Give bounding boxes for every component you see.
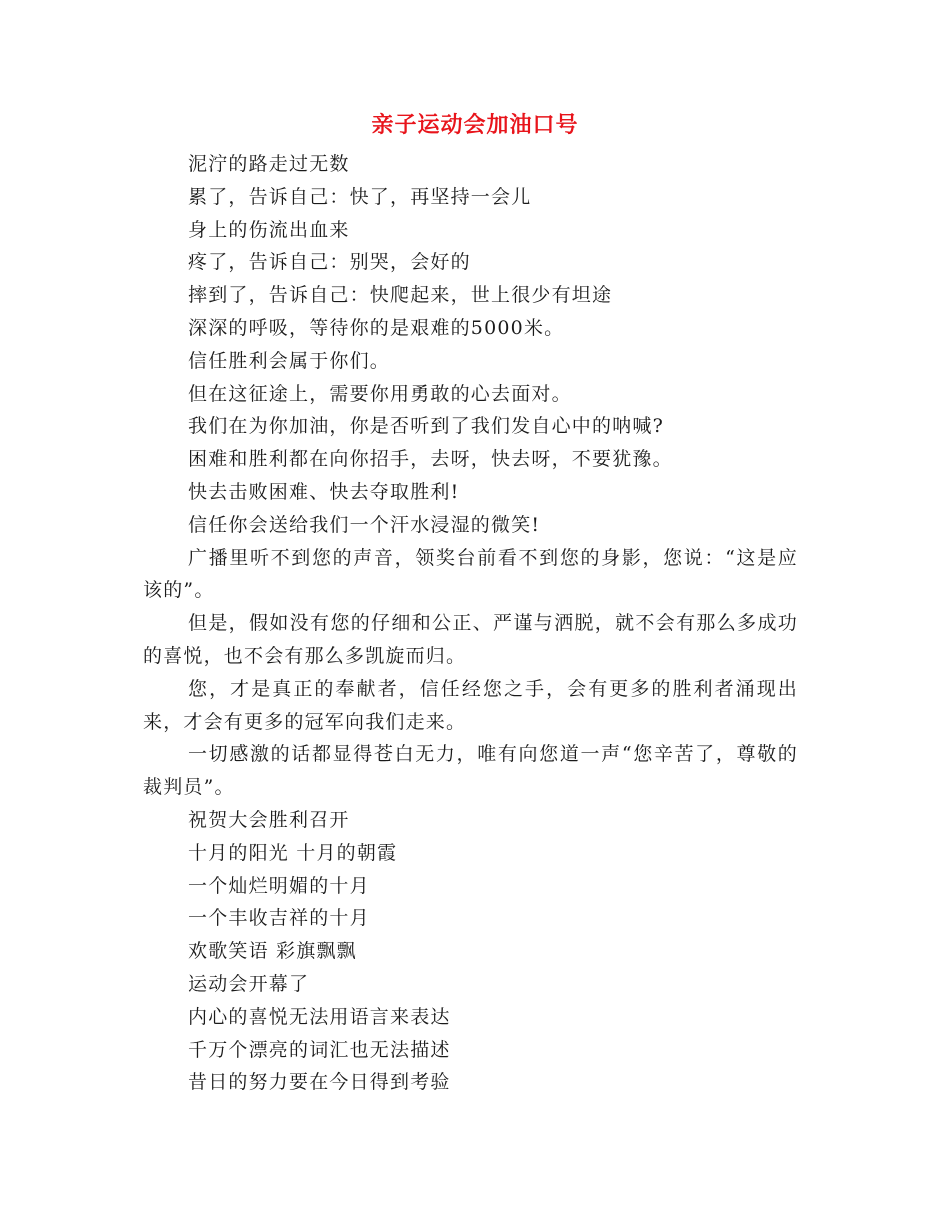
paragraph: 一切感激的话都显得苍白无力，唯有向您道一声“您辛苦了，尊敬的裁判员”。 xyxy=(143,743,798,799)
paragraph: 内心的喜悦无法用语言来表达 xyxy=(188,1005,451,1028)
paragraph: 欢歌笑语 彩旗飘飘 xyxy=(188,940,357,963)
paragraph: 广播里听不到您的声音，领奖台前看不到您的身影，您说：“这是应该的”。 xyxy=(143,546,798,602)
paragraph: 身上的伤流出血来 xyxy=(188,218,350,241)
paragraph: 信任你会送给我们一个汗水浸湿的微笑! xyxy=(188,513,541,536)
paragraph: 十月的阳光 十月的朝霞 xyxy=(188,841,398,864)
paragraph: 运动会开幕了 xyxy=(188,972,310,995)
paragraph: 但在这征途上，需要你用勇敢的心去面对。 xyxy=(188,382,572,405)
document-body xyxy=(143,148,798,1099)
paragraph: 疼了，告诉自己：别哭，会好的 xyxy=(188,251,471,274)
paragraph: 困难和胜利都在向你招手，去呀，快去呀，不要犹豫。 xyxy=(188,448,673,471)
paragraph: 我们在为你加油，你是否听到了我们发自心中的呐喊? xyxy=(188,415,664,438)
paragraph: 摔到了，告诉自己：快爬起来，世上很少有坦途 xyxy=(188,284,613,307)
paragraph: 泥泞的路走过无数 xyxy=(188,153,350,175)
paragraph: 但是，假如没有您的仔细和公正、严谨与洒脱，就不会有那么多成功的喜悦，也不会有那么多凯旋而归。 xyxy=(143,612,798,667)
paragraph: 一个丰收吉祥的十月 xyxy=(188,907,370,930)
paragraph: 您，才是真正的奉献者，信任经您之手，会有更多的胜利者涌现出来，才会有更多的冠军向我们走来。 xyxy=(143,677,798,733)
paragraph: 千万个漂亮的词汇也无法描述 xyxy=(188,1038,451,1061)
paragraph: 信任胜利会属于你们。 xyxy=(188,349,391,372)
paragraph: 昔日的努力要在今日得到考验 xyxy=(188,1071,451,1094)
paragraph: 累了，告诉自己：快了，再坚持一会儿 xyxy=(188,185,532,208)
paragraph: 深深的呼吸，等待你的是艰难的5000米。 xyxy=(188,316,565,339)
paragraph: 一个灿烂明媚的十月 xyxy=(188,874,370,897)
paragraph: 祝贺大会胜利召开 xyxy=(188,808,350,831)
document-title: 亲子运动会加油口号 xyxy=(371,112,579,138)
paragraph: 快去击败困难、快去夺取胜利! xyxy=(188,480,460,503)
